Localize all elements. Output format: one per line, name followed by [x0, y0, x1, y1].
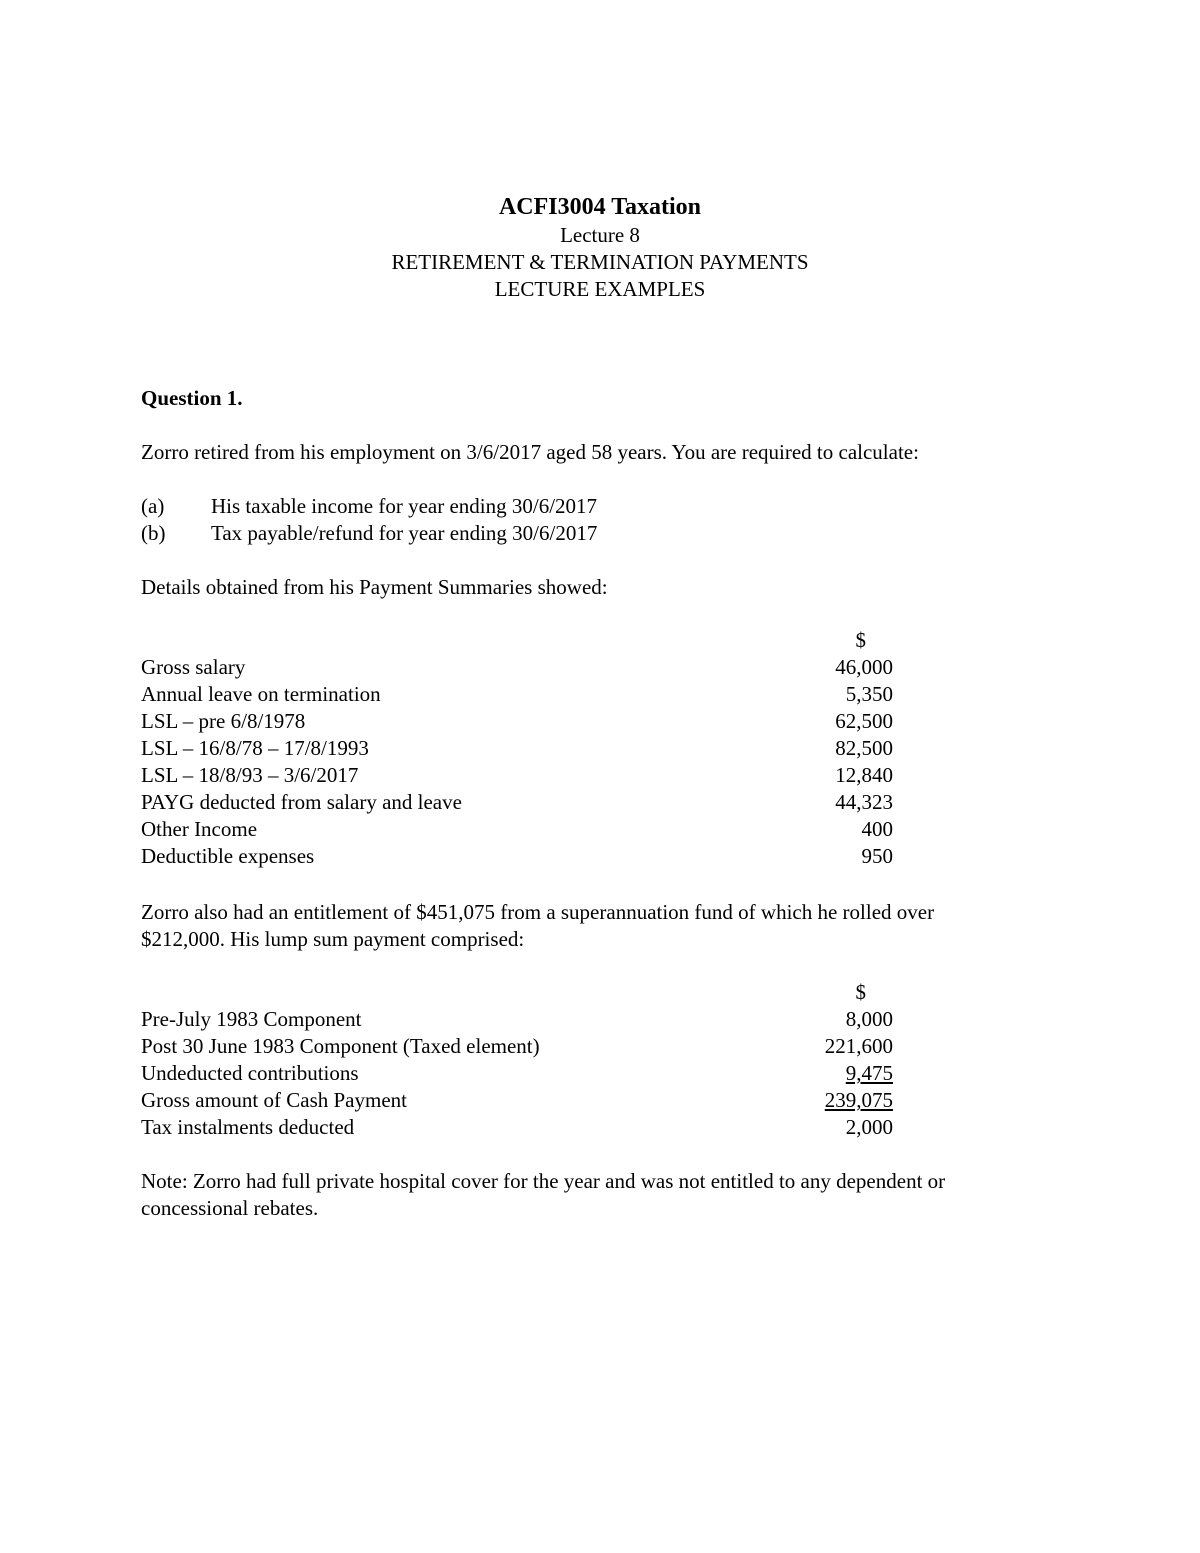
row-amount: 62,500 — [835, 709, 893, 733]
table-row — [141, 843, 893, 870]
table-row — [141, 1114, 893, 1141]
row-amount: 8,000 — [845, 1007, 893, 1031]
table-row — [141, 1087, 893, 1114]
superannuation-intro — [141, 899, 1071, 953]
currency-header — [141, 627, 893, 654]
table-row — [141, 708, 893, 735]
part-marker: (b) — [141, 521, 166, 545]
table-row — [141, 681, 893, 708]
superannuation-intro-line: Zorro also had an entitlement of $451,075 from a superannuation fund of which he rolled over — [141, 900, 935, 924]
row-amount: 5,350 — [845, 682, 893, 706]
payment-summary-table — [141, 627, 893, 870]
row-label: LSL – pre 6/8/1978 — [141, 709, 306, 733]
currency-symbol: $ — [855, 980, 866, 1004]
lump-sum-table — [141, 979, 893, 1141]
document-header — [0, 192, 1200, 303]
row-label: Gross amount of Cash Payment — [141, 1088, 407, 1112]
row-amount: 2,000 — [845, 1115, 893, 1139]
row-label: Tax instalments deducted — [141, 1115, 355, 1139]
lecture-number: Lecture 8 — [560, 223, 640, 247]
row-amount: 44,323 — [835, 790, 893, 814]
row-amount: 221,600 — [824, 1034, 893, 1058]
part-marker: (a) — [141, 494, 165, 518]
row-amount: 400 — [861, 817, 893, 841]
row-label: Annual leave on termination — [141, 682, 381, 706]
row-label: Post 30 June 1983 Component (Taxed element) — [141, 1034, 540, 1058]
superannuation-intro-line: $212,000. His lump sum payment comprised: — [141, 927, 525, 951]
question-parts — [141, 493, 1071, 547]
lecture-topic: RETIREMENT & TERMINATION PAYMENTS — [391, 250, 809, 274]
part-text: His taxable income for year ending 30/6/2017 — [211, 494, 598, 518]
table-row — [141, 654, 893, 681]
row-label: Gross salary — [141, 655, 246, 679]
note-line: concessional rebates. — [141, 1196, 319, 1220]
details-intro: Details obtained from his Payment Summaries showed: — [141, 575, 608, 599]
question-intro: Zorro retired from his employment on 3/6/2017 aged 58 years. You are required to calculate: — [141, 440, 919, 464]
course-title: ACFI3004 Taxation — [498, 194, 702, 220]
note-paragraph — [141, 1168, 1071, 1222]
row-amount: 239,075 — [824, 1088, 893, 1112]
row-label: Pre-July 1983 Component — [141, 1007, 362, 1031]
part-text: Tax payable/refund for year ending 30/6/2017 — [211, 521, 598, 545]
note-line: Note: Zorro had full private hospital cover for the year and was not entitled to any dependent or — [141, 1169, 946, 1193]
table-row — [141, 1033, 893, 1060]
row-amount: 82,500 — [835, 736, 893, 760]
currency-symbol: $ — [855, 628, 866, 652]
question-part — [141, 493, 1071, 520]
row-amount: 46,000 — [835, 655, 893, 679]
currency-header — [141, 979, 893, 1006]
row-label: LSL – 18/8/93 – 3/6/2017 — [141, 763, 359, 787]
table-row — [141, 1006, 893, 1033]
table-row — [141, 762, 893, 789]
row-label: LSL – 16/8/78 – 17/8/1993 — [141, 736, 369, 760]
row-amount: 12,840 — [835, 763, 893, 787]
lecture-subtitle: LECTURE EXAMPLES — [494, 277, 706, 301]
table-row — [141, 789, 893, 816]
table-row — [141, 1060, 893, 1087]
question-part — [141, 520, 1071, 547]
question-heading: Question 1. — [141, 386, 243, 410]
table-row — [141, 816, 893, 843]
row-amount: 9,475 — [845, 1061, 893, 1085]
row-label: PAYG deducted from salary and leave — [141, 790, 462, 814]
row-label: Deductible expenses — [141, 844, 315, 868]
row-label: Undeducted contributions — [141, 1061, 359, 1085]
row-label: Other Income — [141, 817, 258, 841]
row-amount: 950 — [861, 844, 893, 868]
table-row — [141, 735, 893, 762]
